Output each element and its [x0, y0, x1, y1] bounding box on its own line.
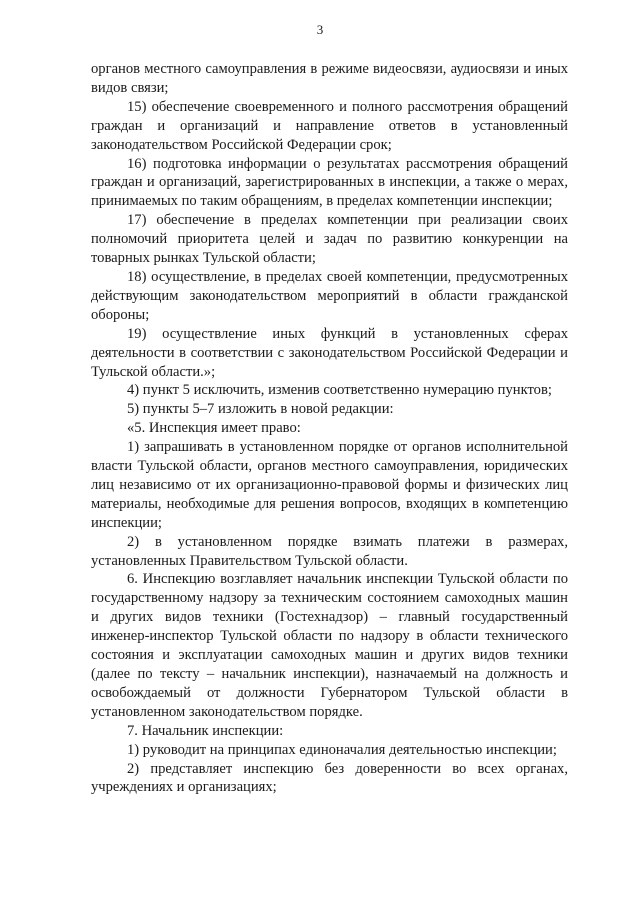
paragraph: органов местного самоуправления в режиме видеосвязи, аудиосвязи и иных видов связи;: [91, 61, 568, 96]
paragraph: 1) запрашивать в установленном порядке от органов исполнительной власти Тульской области, органов местного самоуправления, юридических лиц независимо от их организационно-правовой формы и физических лиц материалы, необходимые для решения вопросов, входящих в компетенцию инспекции;: [91, 439, 568, 531]
paragraph: 2) в установленном порядке взимать платежи в размерах, установленных Правительством Тульской области.: [91, 533, 568, 569]
paragraph: 4) пункт 5 исключить, изменив соответственно нумерацию пунктов;: [127, 382, 552, 399]
page-number: 3: [316, 22, 324, 37]
paragraph: 18) осуществление, в пределах своей компетенции, предусмотренных действующим законодательством мероприятий в области гражданской обороны;: [91, 268, 568, 323]
document-body: [91, 60, 568, 797]
paragraph: 7. Начальник инспекции:: [127, 722, 284, 739]
paragraph: 6. Инспекцию возглавляет начальник инспекции Тульской области по государственному надзору за техническим состоянием самоходных машин и других видов техники (Гостехнадзор) – главный государственный инженер-инспектор Тульской области по надзору в области технического состояния и эксплуатации самоходных машин и других видов техники (далее по тексту – начальник инспекции), назначаемый на должность и освобождаемый от должности Губернатором Тульской области в установленном законодательством порядке.: [91, 571, 568, 720]
paragraph: «5. Инспекция имеет право:: [127, 420, 301, 437]
paragraph: 17) обеспечение в пределах компетенции при реализации своих полномочий приоритета целей и задач по развитию конкуренции на товарных рынках Тульской области;: [91, 212, 568, 267]
paragraph: 2) представляет инспекцию без доверенности во всех органах, учреждениях и организациях;: [91, 760, 568, 796]
paragraph: 16) подготовка информации о результатах рассмотрения обращений граждан и организаций, зарегистрированных в инспекции, а также о мерах, принимаемых по таким обращениям, в пределах компетенции инспекции;: [91, 155, 568, 210]
paragraph: 15) обеспечение своевременного и полного рассмотрения обращений граждан и организаций и направление ответов в установленный законодательством Российской Федерации срок;: [91, 98, 568, 153]
paragraph: 1) руководит на принципах единоначалия деятельностью инспекции;: [127, 741, 557, 758]
paragraph: 5) пункты 5–7 изложить в новой редакции:: [127, 401, 394, 418]
paragraph: 19) осуществление иных функций в установленных сферах деятельности в соответствии с законодательством Российской Федерации и Тульской области.»;: [91, 325, 568, 380]
